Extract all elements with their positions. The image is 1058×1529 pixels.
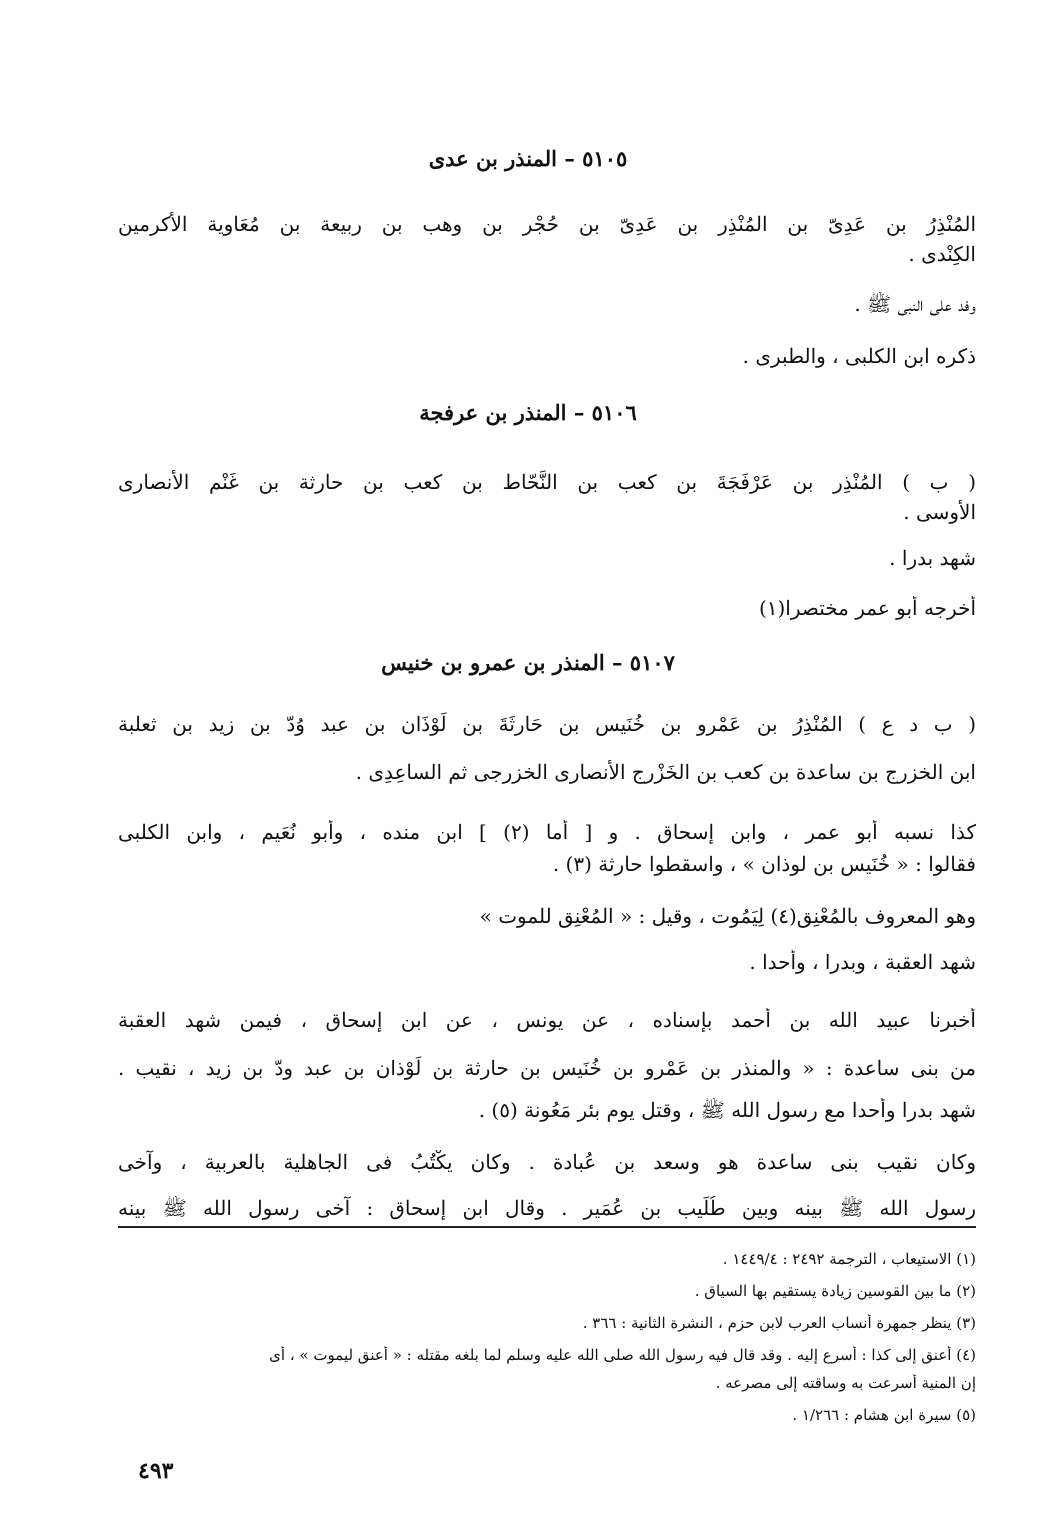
entry-5106-line-4: أخرجه أبو عمر مختصرا(١) bbox=[758, 596, 976, 620]
entry-5106-line-1: ( ب ) المُنْذِر بن عَرْفَجَةَ بن كعب بن النَّحّاط بن كعب بن حارثة بن غَنْم الأنصارى bbox=[118, 470, 976, 494]
entry-5107-line-11: رسول الله ﷺ بينه وبين طُلَيب بن عُمَير . وقال ابن إسحاق : آخى رسول الله ﷺ بينه bbox=[118, 1196, 976, 1220]
entry-5107-line-5: وهو المعروف بالمُعْنِق(٤) لِيَمُوت ، وقيل : « المُعْنِق للموت » bbox=[479, 904, 976, 928]
entry-5107-line-7: أخبرنا عبيد الله بن أحمد بإسناده ، عن يونس ، عن ابن إسحاق ، فيمن شهد العقبة bbox=[118, 1008, 976, 1032]
entry-5107-line-4: فقالوا : « خُنَيس بن لوذان » ، واسقطوا حارثة (٣) . bbox=[552, 852, 976, 876]
entry-5107-line-1: ( ب د ع ) المُنْذِرُ بن عَمْرو بن خُنَيس بن حَارِثَةَ بن لَوْذَان بن عبد وُدّ بن زيد بن ثعلبة bbox=[118, 712, 976, 736]
entry-5107-line-6: شهد العقبة ، وبدرا ، وأحدا . bbox=[749, 950, 976, 974]
entry-5105-line-4: ذكره ابن الكلبى ، والطبرى . bbox=[742, 344, 976, 368]
footnote-4-continued: إن المنية أسرعت به وساقته إلى مصرعه . bbox=[715, 1374, 976, 1392]
entry-5105-line-1: المُنْذِرُ بن عَدِىّ بن المُنْذِر بن عَدِىّ بن حُجْر بن وهب بن ربيعة بن مُعَاوية الأكرمين bbox=[118, 212, 976, 236]
entry-5107-line-2: ابن الخزرج بن ساعدة بن كعب بن الخَزْرج الأنصارى الخزرجى ثم الساعِدِى . bbox=[355, 760, 976, 784]
entry-heading-5107: ٥١٠٧ – المنذر بن عمرو بن خنيس bbox=[381, 650, 675, 675]
footnote-5: (٥) سيرة ابن هشام : ١/٢٦٦ . bbox=[792, 1406, 976, 1424]
footnote-1: (١) الاستيعاب ، الترجمة ٢٤٩٢ : ١٤٤٩/٤ . bbox=[722, 1250, 976, 1268]
entry-5107-line-8: من بنى ساعدة : « والمنذر بن عَمْرو بن خُنَيس بن حارثة بن لَوْذان بن عبد ودّ بن زيد ، نقيب . bbox=[118, 1056, 976, 1080]
footnote-divider bbox=[118, 1226, 976, 1228]
footnote-2: (٢) ما بين القوسين زيادة يستقيم بها السياق . bbox=[694, 1282, 976, 1300]
entry-5105-line-2: الكِنْدى . bbox=[908, 242, 976, 266]
entry-heading-5105: ٥١٠٥ – المنذر بن عدى bbox=[428, 146, 628, 171]
page-number: ٤٩٣ bbox=[138, 1458, 174, 1484]
entry-heading-5106: ٥١٠٦ – المنذر بن عرفجة bbox=[419, 400, 637, 425]
footnote-3: (٣) ينظر جمهرة أنساب العرب لابن حزم ، النشرة الثانية : ٣٦٦ . bbox=[582, 1314, 976, 1332]
entry-5106-line-2: الأوسى . bbox=[903, 500, 976, 524]
footnote-4: (٤) أعنق إلى كذا : أسرع إليه . وقد قال فيه رسول الله صلى الله عليه وسلم لما بلغه مقتله : « أعنق ليموت » ، أى bbox=[269, 1346, 976, 1364]
entry-5107-line-3: كذا نسبه أبو عمر ، وابن إسحاق . و [ أما (٢) ] ابن منده ، وأبو نُعَيم ، وابن الكلبى bbox=[118, 820, 976, 844]
entry-5106-line-3: شهد بدرا . bbox=[889, 546, 976, 570]
entry-5105-line-3: وفد على النبي ﷺ . bbox=[854, 292, 976, 316]
entry-5107-line-9: شهد بدرا وأحدا مع رسول الله ﷺ ، وقتل يوم بئر مَعُونة (٥) . bbox=[478, 1098, 976, 1122]
entry-5107-line-10: وكان نقيب بنى ساعدة هو وسعد بن عُبادة . وكان يكْتُبُ فى الجاهلية بالعربية ، وآخى bbox=[118, 1150, 976, 1174]
